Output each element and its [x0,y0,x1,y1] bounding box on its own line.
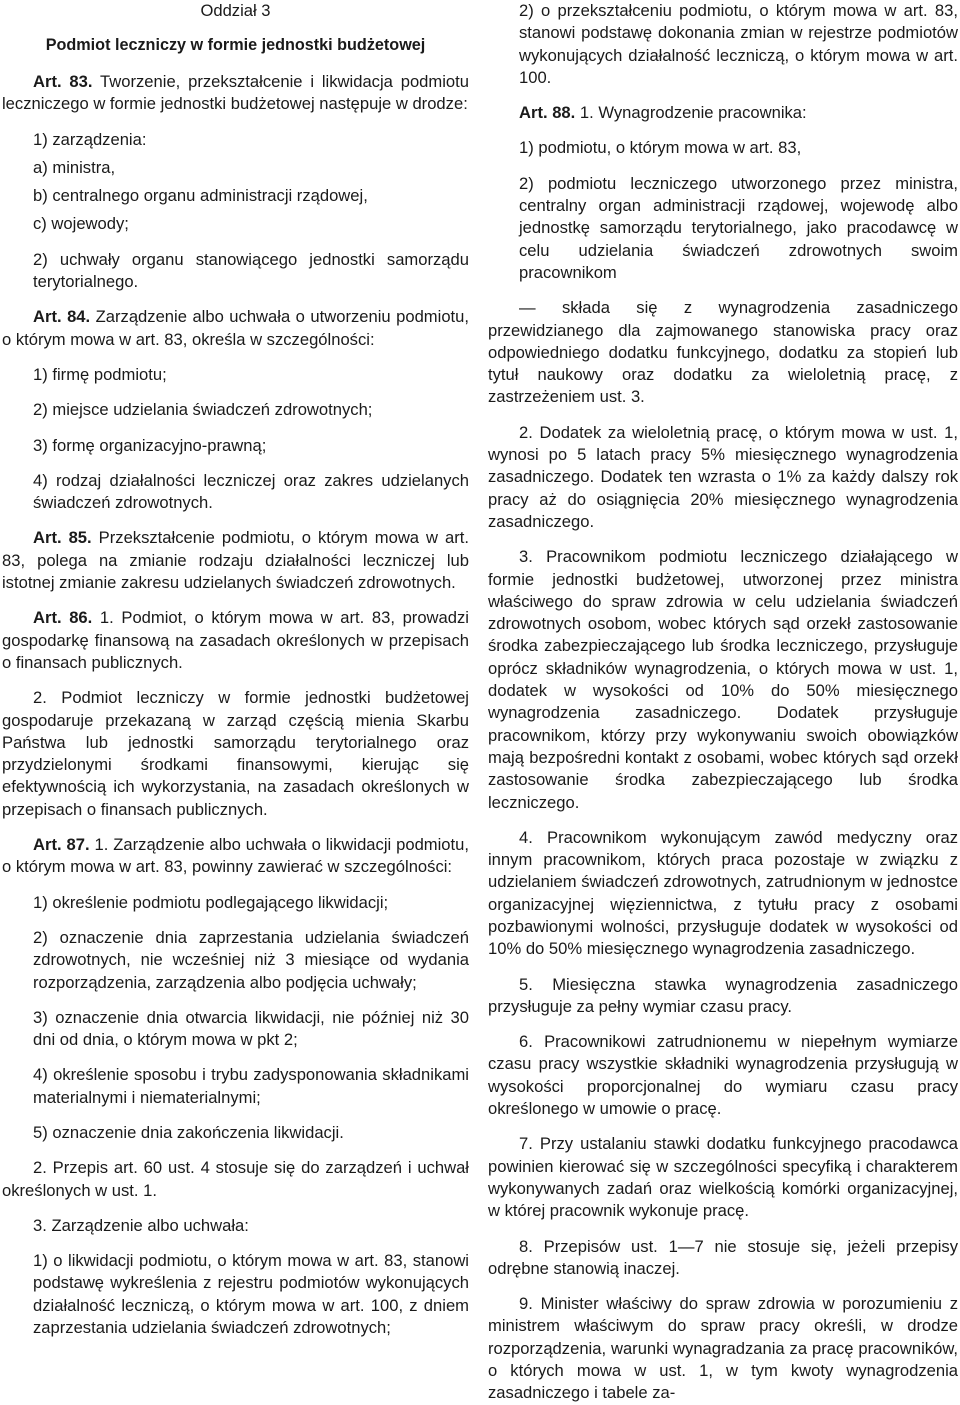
art84-item: 4) rodzaj działalności leczniczej oraz zakres udzielanych świadczeń zdrowotnych. [33,470,469,513]
art87-p3-item1: 1) o likwidacji podmiotu, o którym mowa w art. 83, stanowi podstawę wykreślenia z rejestru podmiotów wykonujących działalność leczniczą, o którym mowa w art. 100, z dniem zaprzestania udzielania świadczeń zdrowotnych; [33,1251,469,1338]
art88-p7: 7. Przy ustalaniu stawki dodatku funkcyjnego pracodawca powinien kierować się w szczególności specyfiką i charakterem wykonywanych zadań oraz wielkością komórki organizacyjnej, w której pracownik wykonuje pracę. [488,1134,958,1221]
art85-text: Przekształcenie podmiotu, o którym mowa w art. 83, polega na zmianie rodzaju działalności leczniczej lub istotnej zmianie zakresu udzielanych świadczeń zdrowotnych. [2,528,469,593]
art84-item: 3) formę organizacyjno-prawną; [33,435,267,455]
art86-p1-text: 1. Podmiot, o którym mowa w art. 83, prowadzi gospodarkę finansową na zasadach określonych w przepisach o finansach publicznych. [2,608,469,672]
art88-p9: 9. Minister właściwy do spraw zdrowia w porozumieniu z ministrem właściwym do spraw pracy określi, w drodze rozporządzenia, warunki wynagradzania za pracę pracowników, o których mowa w ust. 1, w tym kwoty wynagrodzenia zasadniczego i tabele za- [488,1294,958,1403]
art87-item: 4) określenie sposobu i trybu zadysponowania składnikami materialnymi i niematerialnymi; [33,1065,469,1107]
art83-item: c) wojewody; [33,214,129,234]
art83-intro [2,71,469,116]
art88-label: Art. 88. [519,103,576,123]
art86-label: Art. 86. [33,608,93,628]
art83-item: a) ministra, [33,157,116,177]
art83-item: 1) zarządzenia: [33,129,147,149]
art88-p2: 2. Dodatek za wieloletnią pracę, o którym mowa w ust. 1, wynosi po 5 latach pracy 5% miesięcznego wynagrodzenia zasadniczego. Dodatek ten wzrasta o 1% za każdy dalszy rok pracy aż do osiągnięcia 20% miesięcznego wynagrodzenia zasadniczego. [488,422,958,531]
art84-text: Zarządzenie albo uchwała o utworzeniu podmiotu, o którym mowa w art. 83, określa w szczególności: [2,307,469,349]
art87-item: 5) oznaczenie dnia zakończenia likwidacji. [33,1122,344,1142]
division-heading: Oddział 3 [200,1,271,20]
art87-p2: 2. Przepis art. 60 ust. 4 stosuje się do zarządzeń i uchwał określonych w ust. 1. [2,1158,469,1200]
art88-p6: 6. Pracownikowi zatrudnionemu w niepełnym wymiarze czasu pracy wszystkie składniki wynagrodzenia przysługują w wysokości proporcjonalnej do wymiaru czasu pracy określonego w umowie o pracę. [488,1032,958,1119]
right-column [488,0,958,1405]
art86-p1 [2,607,469,674]
art87-item: 2) oznaczenie dnia zaprzestania udzielania świadczeń zdrowotnych, nie wcześniej niż 3 miesiące od wydania rozporządzenia, zarządzenia albo podjęcia uchwały; [33,927,469,992]
art88-tail: — składa się z wynagrodzenia zasadniczego przewidzianego dla zajmowanego stanowiska pracy oraz odpowiedniego dodatku funkcyjnego, dodatku za stopień lub tytuł naukowy oraz dodatku za wieloletnią pracę, z zastrzeżeniem ust. 3. [488,298,958,407]
art87-label: Art. 87. [33,835,90,855]
art88-p1-text: 1. Wynagrodzenie pracownika: [579,103,807,123]
art87-p3: 3. Zarządzenie albo uchwała: [33,1215,249,1235]
left-column [2,0,469,1339]
art88-p5: 5. Miesięczna stawka wynagrodzenia zasadniczego przysługuje za pełny wymiar czasu pracy. [488,974,958,1016]
art84-item: 2) miejsce udzielania świadczeń zdrowotnych; [33,400,373,420]
art84-label: Art. 84. [33,307,91,327]
art87-item: 3) oznaczenie dnia otwarcia likwidacji, nie później niż 30 dni od dnia, o którym mowa w pkt 2; [33,1007,469,1050]
art88-p1 [488,102,958,124]
art83-label: Art. 83. [33,72,93,91]
art88-item: 1) podmiotu, o którym mowa w art. 83, [519,138,802,158]
art85-label: Art. 85. [33,528,92,548]
art86-p2: 2. Podmiot leczniczy w formie jednostki budżetowej gospodaruje przekazaną w zarząd częścią mienia Skarbu Państwa lub jednostki samorządu terytorialnego oraz przydzielonymi środkami finansowymi, kierując się efektywnością ich wykorzystania, na zasadach określonych w przepisach o finansach publicznych. [2,688,469,819]
art87-p3-item2: 2) o przekształceniu podmiotu, o którym mowa w art. 83, stanowi podstawę dokonania zmian w rejestrze podmiotów wykonujących działalność leczniczą, o którym mowa w art. 100. [519,1,958,87]
division-title: Podmiot leczniczy w formie jednostki budżetowej [45,36,426,54]
art84-item: 1) firmę podmiotu; [33,364,167,384]
art88-item: 2) podmiotu leczniczego utworzonego przez ministra, centralny organ administracji rządowej, wojewodę albo jednostkę samorządu terytorialnego, jako pracodawcę w celu udzielania świadczeń zdrowotnych swoim pracownikom [519,173,958,282]
art84-intro [2,306,469,351]
art87-p1 [2,834,469,879]
art83-text: Tworzenie, przekształcenie i likwidacja podmiotu leczniczego w formie jednostki budżetowej następuje w drodze: [2,72,469,114]
art88-p8: 8. Przepisów ust. 1—7 nie stosuje się, jeżeli przepisy odrębne stanowią inaczej. [488,1236,958,1278]
art83-item: b) centralnego organu administracji rządowej, [33,186,368,206]
art87-item: 1) określenie podmiotu podlegającego likwidacji; [33,892,389,912]
art87-p1-text: 1. Zarządzenie albo uchwała o likwidacji podmiotu, o którym mowa w art. 83, powinny zawierać w szczególności: [2,835,469,877]
art88-p4: 4. Pracownikom wykonującym zawód medyczny oraz innym pracownikom, których praca pozostaje w związku z udzielaniem świadczeń zdrowotnych, zatrudnionym w jednostce organizacyjnej więziennictwa, z tytułu pracy z osobami pozbawionymi wolności, przysługuje dodatek w wysokości od 10% do 50% miesięcznego wynagrodzenia zasadniczego. [488,827,958,959]
art88-p3: 3. Pracownikom podmiotu leczniczego działającego w formie jednostki budżetowej, utworzonej przez ministra właściwego do spraw zdrowia w celu udzielania świadczeń zdrowotnych osobom, wobec których sąd orzekł zastosowanie środka zabezpieczającego lub środka leczniczego, przysługuje oprócz składników wynagrodzenia, o których mowa w ust. 1, dodatek w wysokości od 10% do 50% miesięcznego wynagrodzenia zasadniczego. Dodatek przysługuje pracownikom, którzy przy wykonywaniu swoich obowiązków mają bezpośredni kontakt z osobami, wobec których sąd orzekł zastosowanie środka zabezpieczającego lub środka leczniczego. [488,547,958,812]
art83-item: 2) uchwały organu stanowiącego jednostki samorządu terytorialnego. [33,249,469,292]
art85 [2,527,469,594]
